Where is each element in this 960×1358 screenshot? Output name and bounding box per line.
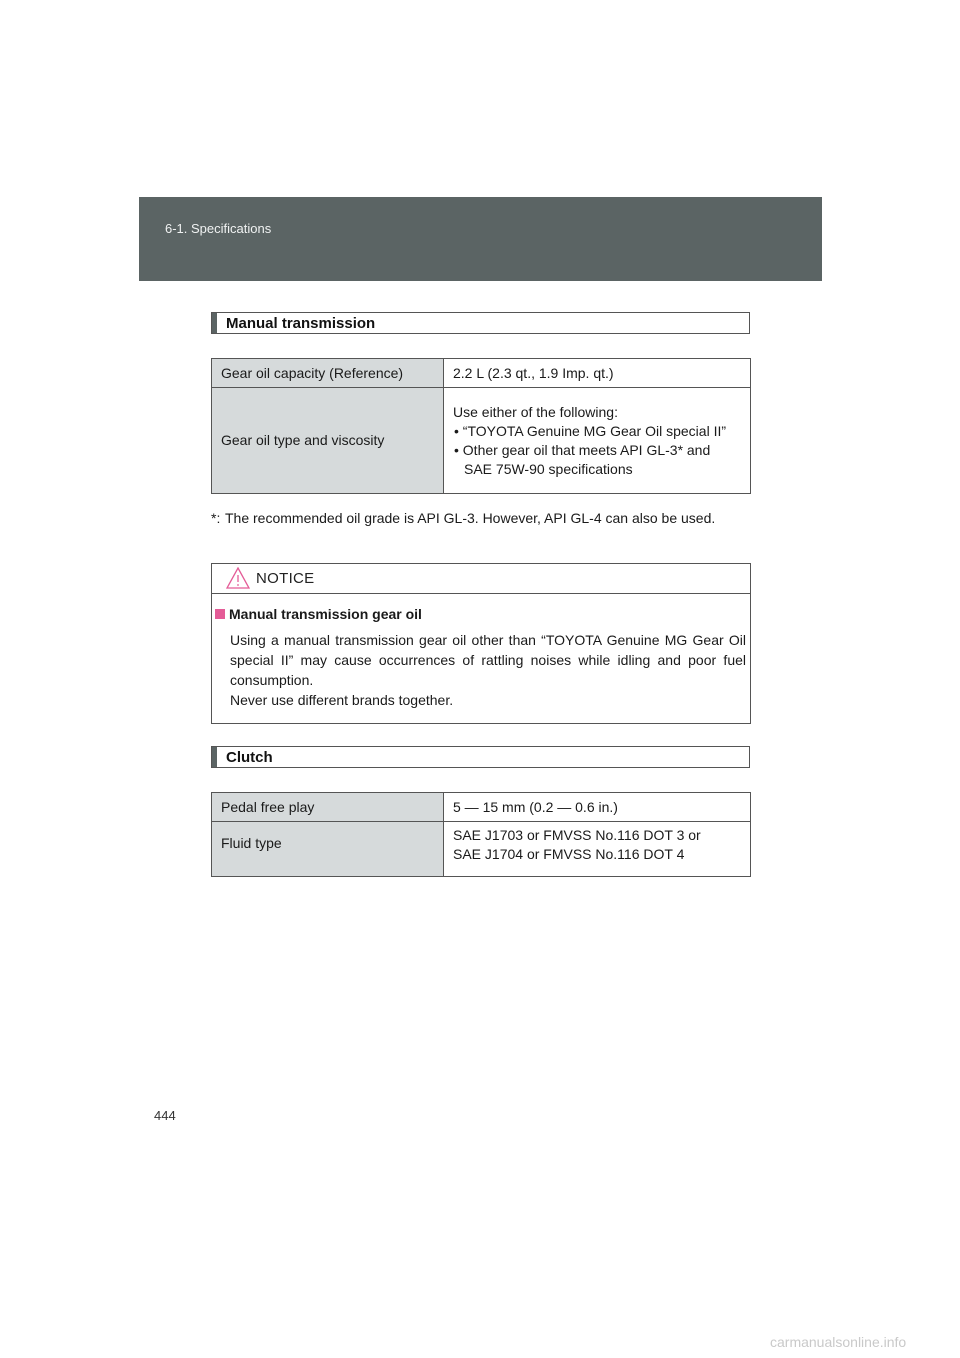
footnote-text: The recommended oil grade is API GL-3. However, API GL-4 can also be used. [225, 510, 716, 526]
manual-transmission-heading [211, 312, 750, 334]
manual-transmission-title: Manual transmission [226, 315, 376, 332]
table-row [212, 793, 751, 822]
gear-oil-type-intro: Use either of the following: [453, 403, 618, 420]
notice-body [230, 630, 746, 710]
fluid-type-line: SAE J1703 or FMVSS No.116 DOT 3 or [453, 827, 701, 843]
clutch-title: Clutch [226, 749, 273, 766]
fluid-type-label: Fluid type [212, 822, 444, 877]
watermark: carmanualsonline.info [770, 1334, 907, 1350]
notice-subheading-text: Manual transmission gear oil [229, 606, 422, 622]
section-title: 6-1. Specifications [165, 221, 272, 236]
notice-line: Never use different brands together. [230, 692, 454, 708]
heading-accent-bar [212, 313, 217, 333]
notice-subheading [215, 606, 422, 622]
gear-oil-option-1: • “TOYOTA Genuine MG Gear Oil special II” [454, 422, 727, 439]
pedal-free-play-label: Pedal free play [212, 793, 444, 822]
gear-oil-type-value [444, 388, 751, 494]
table-row [212, 359, 751, 388]
gear-oil-capacity-value: 2.2 L (2.3 qt., 1.9 Imp. qt.) [444, 359, 751, 388]
fluid-type-value [444, 822, 751, 877]
warning-triangle-icon [226, 567, 250, 589]
gear-oil-type-label: Gear oil type and viscosity [212, 388, 444, 494]
gear-oil-capacity-label: Gear oil capacity (Reference) [212, 359, 444, 388]
footnote [211, 508, 746, 528]
notice-title: NOTICE [256, 570, 315, 587]
clutch-heading [211, 746, 750, 768]
table-row [212, 388, 751, 494]
section-header-band [139, 197, 822, 281]
square-bullet-icon [215, 609, 225, 619]
notice-header [212, 564, 750, 594]
page-number: 444 [154, 1108, 176, 1123]
manual-transmission-table [211, 358, 751, 494]
notice-box [211, 563, 751, 724]
table-row [212, 822, 751, 877]
fluid-type-line: SAE J1704 or FMVSS No.116 DOT 4 [453, 846, 685, 862]
heading-accent-bar [212, 747, 217, 767]
notice-line: Using a manual transmission gear oil other than “TOYOTA Genuine MG Gear Oil special II” may cause occurrences of rattling noises while idling and poor fuel consumption. [230, 632, 746, 688]
footnote-mark: *: [211, 510, 221, 526]
gear-oil-option-2: • Other gear oil that meets API GL-3* and SAE 75W-90 specifications [454, 441, 711, 477]
pedal-free-play-value: 5 — 15 mm (0.2 — 0.6 in.) [444, 793, 751, 822]
clutch-table [211, 792, 751, 877]
